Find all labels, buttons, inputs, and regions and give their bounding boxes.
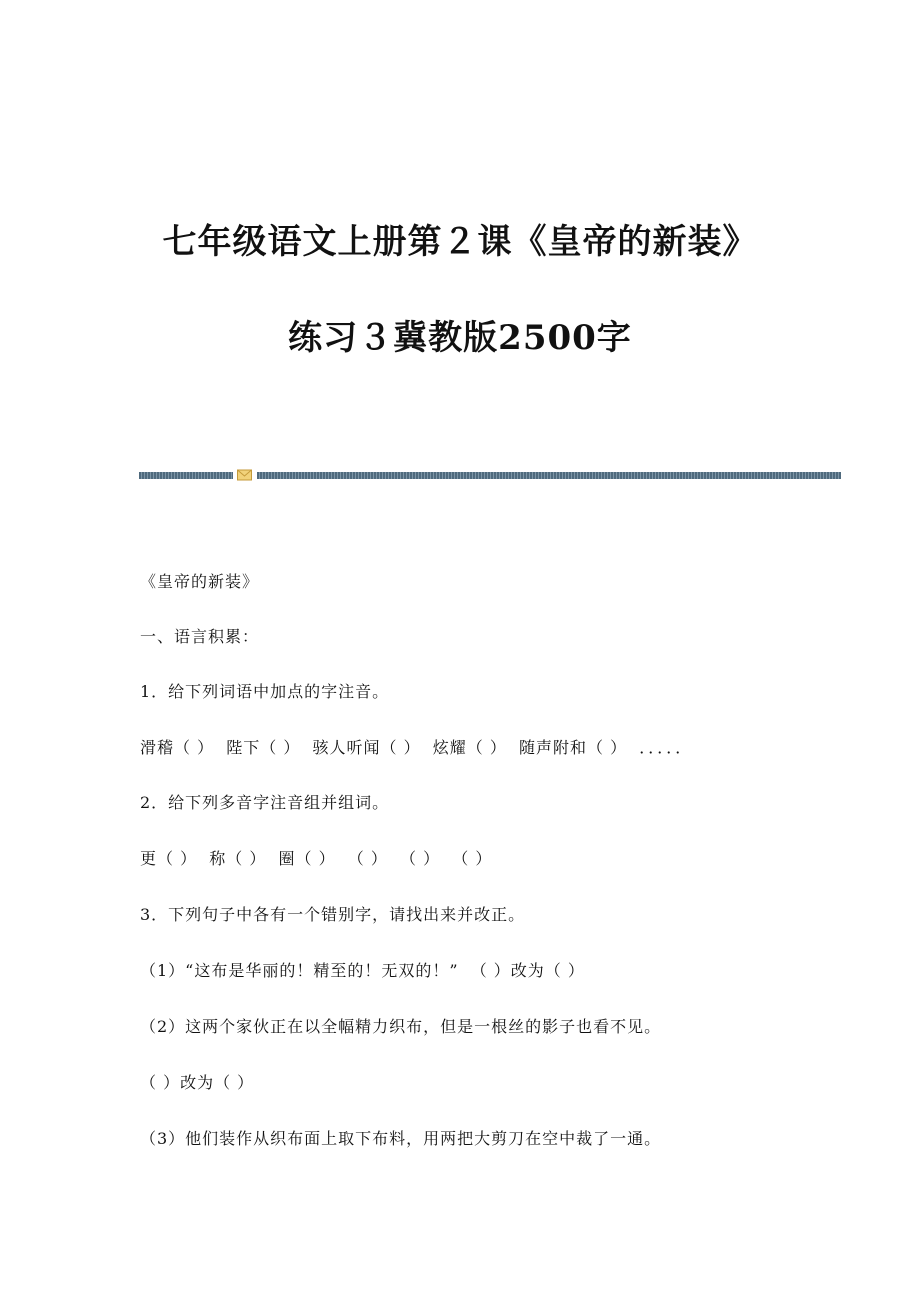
divider-bar-right bbox=[257, 472, 841, 479]
section-heading-language: 一、语言积累： bbox=[140, 627, 260, 646]
document-title-line-1: 七年级语文上册第２课《皇帝的新装》 bbox=[162, 222, 758, 262]
document-title-line-2: 练习３冀教版2500字 bbox=[288, 318, 632, 358]
question-3: 3．下列句子中各有一个错别字，请找出来并改正。 bbox=[140, 905, 526, 924]
question-3-item-3: （3）他们装作从织布面上取下布料，用两把大剪刀在空中裁了一通。 bbox=[140, 1129, 662, 1148]
section-subtitle: 《皇帝的新装》 bbox=[140, 572, 260, 591]
question-1: 1．给下列词语中加点的字注音。 bbox=[140, 682, 390, 701]
divider-bar-left bbox=[139, 472, 233, 479]
question-1-items: 滑稽（ ） 陛下（ ） 骇人听闻（ ） 炫耀（ ） 随声附和（ ） ．．．．． bbox=[140, 738, 693, 757]
title-divider bbox=[139, 468, 841, 482]
question-2-items: 更（ ） 称（ ） 圈（ ） （ ） （ ） （ ） bbox=[140, 849, 493, 868]
question-2: 2．给下列多音字注音组并组词。 bbox=[140, 793, 390, 812]
question-3-item-1: （1）“这布是华丽的！精至的！无双的！” （ ）改为（ ） bbox=[140, 961, 585, 980]
question-3-item-2-answer: （ ）改为（ ） bbox=[140, 1073, 255, 1092]
envelope-icon bbox=[237, 469, 252, 481]
question-3-item-2: （2）这两个家伙正在以全幅精力织布，但是一根丝的影子也看不见。 bbox=[140, 1017, 662, 1036]
